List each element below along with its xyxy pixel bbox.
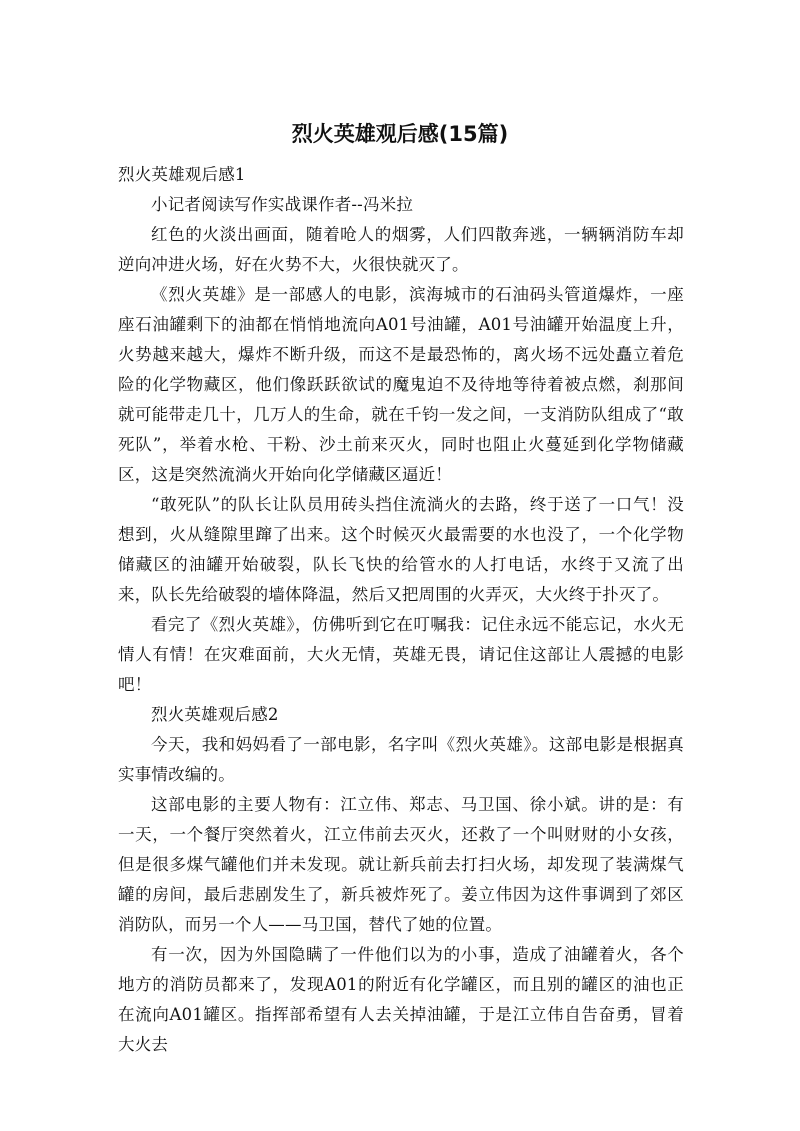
paragraph: 有一次，因为外国隐瞒了一件他们以为的小事，造成了油罐着火，各个地方的消防员都来了，发现A01的附近有化学罐区，而且别的罐区的油也正在流向A01罐区。指挥部希望有人去关掉油罐，于是江立伟自告奋勇，冒着大火去 [118,945,684,1054]
paragraph: 《烈火英雄》是一部感人的电影，滨海城市的石油码头管道爆炸，一座座石油罐剩下的油都在悄悄地流向A01号油罐，A01号油罐开始温度上升，火势越来越大，爆炸不断升级，而这不是最恐怖的，离火场不远处矗立着危险的化学物藏区，他们像跃跃欲试的魔鬼迫不及待地等待着被点燃，刹那间就可能带走几十，几万人的生命，就在千钧一发之间，一支消防队组成了“敢死队”，举着水枪、干粉、沙土前来灭火，同时也阻止火蔓延到化学物储藏区，这是突然流淌火开始向化学储藏区逼近！ [118,285,684,484]
section-heading-2: 烈火英雄观后感2 [151,705,279,724]
paragraph: 今天，我和妈妈看了一部电影，名字叫《烈火英雄》。这部电影是根据真实事情改编的。 [118,735,684,784]
paragraph: 看完了《烈火英雄》，仿佛听到它在叮嘱我：记住永远不能忘记，水火无情人有情！在灾难面前，大火无情，英雄无畏，请记住这部让人震撼的电影吧！ [118,615,684,694]
section-heading-1: 烈火英雄观后感1 [118,165,246,184]
paragraph: 这部电影的主要人物有：江立伟、郑志、马卫国、徐小斌。讲的是：有一天，一个餐厅突然着火，江立伟前去灭火，还救了一个叫财财的小女孩，但是很多煤气罐他们并未发现。就让新兵前去打扫火场，却发现了装满煤气罐的房间，最后悲剧发生了，新兵被炸死了。姜立伟因为这件事调到了郊区消防队，而另一个人——马卫国，替代了她的位置。 [118,795,684,934]
author-line: 小记者阅读写作实战课作者--冯米拉 [151,195,414,214]
paragraph: “敢死队”的队长让队员用砖头挡住流淌火的去路，终于送了一口气！没想到，火从缝隙里蹿了出来。这个时候灭火最需要的水也没了，一个化学物储藏区的油罐开始破裂，队长飞快的给管水的人打电话，水终于又流了出来，队长先给破裂的墙体降温，然后又把周围的火弄灭，大火终于扑灭了。 [118,495,684,604]
document-title: 烈火英雄观后感(15篇) [291,122,509,146]
paragraph: 红色的火淡出画面，随着呛人的烟雾，人们四散奔逃，一辆辆消防车却逆向冲进火场，好在火势不大，火很快就灭了。 [118,225,684,274]
document-body [118,160,684,1060]
